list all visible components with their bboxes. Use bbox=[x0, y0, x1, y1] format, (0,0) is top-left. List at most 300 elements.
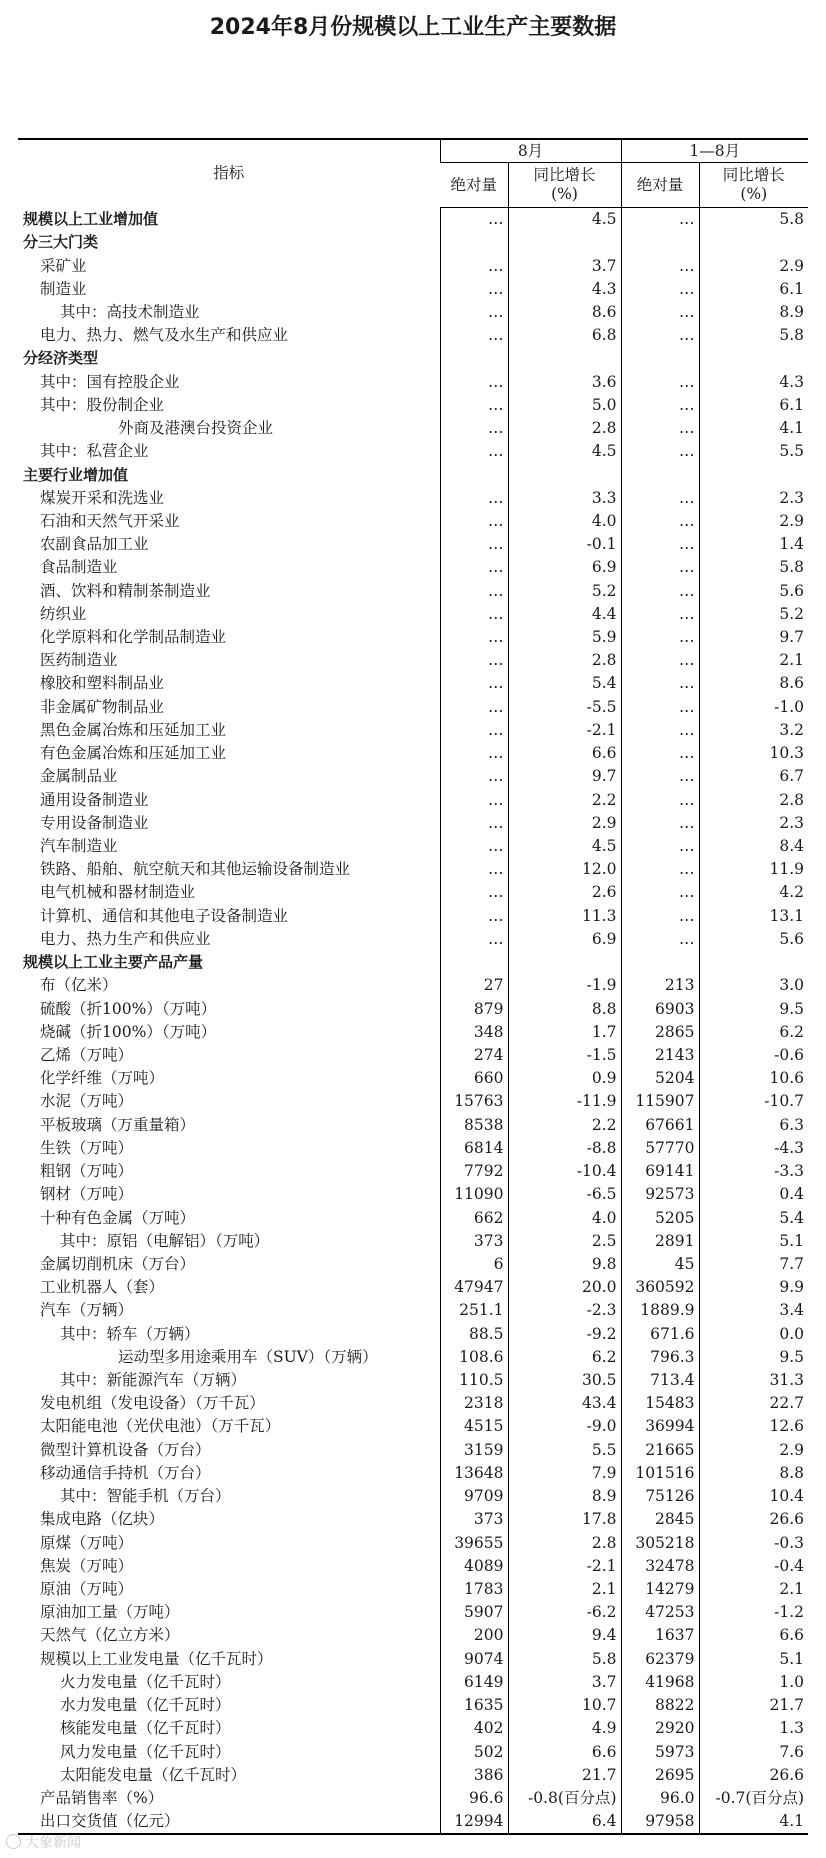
cell-yoy-jan-aug: 4.3 bbox=[699, 371, 808, 394]
cell-abs-august: 108.6 bbox=[440, 1346, 508, 1369]
cell-abs-jan-aug: 21665 bbox=[621, 1439, 699, 1462]
cell-abs-august: 251.1 bbox=[440, 1299, 508, 1322]
cell-yoy-august: 6.6 bbox=[508, 1740, 621, 1763]
table-row bbox=[18, 1415, 808, 1438]
cell-yoy-august: 12.0 bbox=[508, 858, 621, 881]
cell-yoy-jan-aug: 2.9 bbox=[699, 254, 808, 277]
cell-abs-august: … bbox=[440, 371, 508, 394]
cell-abs-jan-aug: … bbox=[621, 742, 699, 765]
cell-yoy-jan-aug: 22.7 bbox=[699, 1392, 808, 1415]
cell-abs-august: 96.6 bbox=[440, 1787, 508, 1810]
table-row bbox=[18, 603, 808, 626]
cell-abs-august: 348 bbox=[440, 1021, 508, 1044]
row-indicator: 太阳能发电量（亿千瓦时） bbox=[60, 1765, 247, 1784]
table-row bbox=[18, 1740, 808, 1763]
table-row bbox=[18, 1044, 808, 1067]
cell-yoy-jan-aug: 9.9 bbox=[699, 1276, 808, 1299]
table-row bbox=[18, 765, 808, 788]
cell-abs-august: … bbox=[440, 835, 508, 858]
cell-yoy-august: -0.8(百分点) bbox=[508, 1787, 621, 1810]
cell-yoy-jan-aug: 6.1 bbox=[699, 394, 808, 417]
cell-yoy-august: 2.2 bbox=[508, 1114, 621, 1137]
statistics-table bbox=[18, 138, 808, 1835]
cell-abs-jan-aug: 41968 bbox=[621, 1671, 699, 1694]
cell-abs-jan-aug: … bbox=[621, 394, 699, 417]
cell-yoy-jan-aug: 7.6 bbox=[699, 1740, 808, 1763]
cell-yoy-august: 9.4 bbox=[508, 1624, 621, 1647]
row-indicator: 风力发电量（亿千瓦时） bbox=[60, 1742, 231, 1761]
row-indicator: 焦炭（万吨） bbox=[40, 1556, 134, 1575]
cell-yoy-august: 2.8 bbox=[508, 417, 621, 440]
watermark-logo-icon bbox=[6, 1834, 21, 1849]
cell-yoy-jan-aug: 8.4 bbox=[699, 835, 808, 858]
cell-abs-jan-aug: 97958 bbox=[621, 1810, 699, 1834]
cell-yoy-august: 3.7 bbox=[508, 1671, 621, 1694]
cell-yoy-august: 8.8 bbox=[508, 997, 621, 1020]
cell-yoy-august: 5.8 bbox=[508, 1648, 621, 1671]
table-row bbox=[18, 1648, 808, 1671]
row-indicator: 石油和天然气开采业 bbox=[40, 511, 180, 530]
row-indicator: 其中：私营企业 bbox=[40, 442, 149, 461]
cell-abs-august: … bbox=[440, 905, 508, 928]
cell-yoy-jan-aug: 2.1 bbox=[699, 1578, 808, 1601]
table-row bbox=[18, 1137, 808, 1160]
table-body bbox=[18, 208, 808, 1835]
row-indicator: 规模以上工业主要产品产量 bbox=[23, 953, 204, 972]
table-row bbox=[18, 1555, 808, 1578]
row-indicator: 粗钢（万吨） bbox=[40, 1162, 134, 1181]
cell-yoy-august: 3.6 bbox=[508, 371, 621, 394]
cell-abs-august bbox=[440, 231, 508, 254]
header-abs-jan-aug: 绝对量 bbox=[621, 163, 699, 208]
cell-abs-august: 6814 bbox=[440, 1137, 508, 1160]
cell-abs-august: … bbox=[440, 858, 508, 881]
cell-yoy-jan-aug: 2.3 bbox=[699, 487, 808, 510]
table-row bbox=[18, 231, 808, 254]
row-indicator: 水泥（万吨） bbox=[40, 1092, 134, 1111]
cell-yoy-jan-aug: -0.4 bbox=[699, 1555, 808, 1578]
cell-yoy-jan-aug: 3.0 bbox=[699, 974, 808, 997]
cell-abs-jan-aug: 2891 bbox=[621, 1230, 699, 1253]
cell-abs-jan-aug: 1637 bbox=[621, 1624, 699, 1647]
table-row bbox=[18, 1276, 808, 1299]
cell-yoy-jan-aug: 4.1 bbox=[699, 417, 808, 440]
cell-abs-jan-aug: … bbox=[621, 696, 699, 719]
row-indicator: 外商及港澳台投资企业 bbox=[118, 419, 274, 438]
cell-abs-august: … bbox=[440, 788, 508, 811]
cell-yoy-august: 0.9 bbox=[508, 1067, 621, 1090]
cell-yoy-jan-aug: 6.3 bbox=[699, 1114, 808, 1137]
cell-yoy-august: 2.5 bbox=[508, 1230, 621, 1253]
cell-yoy-jan-aug: -10.7 bbox=[699, 1090, 808, 1113]
cell-yoy-august: -6.5 bbox=[508, 1183, 621, 1206]
cell-abs-jan-aug: 305218 bbox=[621, 1531, 699, 1554]
cell-abs-jan-aug: 101516 bbox=[621, 1462, 699, 1485]
table-row bbox=[18, 417, 808, 440]
cell-abs-august: … bbox=[440, 510, 508, 533]
cell-yoy-jan-aug: -1.0 bbox=[699, 696, 808, 719]
cell-abs-jan-aug: … bbox=[621, 510, 699, 533]
cell-abs-jan-aug: … bbox=[621, 812, 699, 835]
cell-abs-jan-aug: … bbox=[621, 324, 699, 347]
row-indicator: 橡胶和塑料制品业 bbox=[40, 674, 165, 693]
table-row bbox=[18, 905, 808, 928]
row-indicator: 专用设备制造业 bbox=[40, 813, 149, 832]
cell-abs-jan-aug: … bbox=[621, 765, 699, 788]
cell-yoy-jan-aug: 4.1 bbox=[699, 1810, 808, 1834]
cell-abs-august: … bbox=[440, 533, 508, 556]
cell-yoy-jan-aug: 26.6 bbox=[699, 1508, 808, 1531]
row-indicator: 农副食品加工业 bbox=[40, 535, 149, 554]
cell-yoy-jan-aug: 4.2 bbox=[699, 881, 808, 904]
row-indicator: 电力、热力生产和供应业 bbox=[40, 929, 211, 948]
cell-abs-jan-aug: 67661 bbox=[621, 1114, 699, 1137]
cell-yoy-jan-aug: 5.6 bbox=[699, 580, 808, 603]
row-indicator: 分经济类型 bbox=[23, 349, 99, 368]
table-row bbox=[18, 719, 808, 742]
table-row bbox=[18, 1253, 808, 1276]
cell-yoy-jan-aug: 6.2 bbox=[699, 1021, 808, 1044]
cell-yoy-jan-aug: 10.4 bbox=[699, 1485, 808, 1508]
cell-yoy-jan-aug: 12.6 bbox=[699, 1415, 808, 1438]
cell-yoy-jan-aug: 8.6 bbox=[699, 672, 808, 695]
cell-abs-jan-aug: 2865 bbox=[621, 1021, 699, 1044]
row-indicator: 集成电路（亿块） bbox=[40, 1510, 165, 1529]
cell-yoy-august: 2.9 bbox=[508, 812, 621, 835]
table-row bbox=[18, 626, 808, 649]
cell-abs-august: 9709 bbox=[440, 1485, 508, 1508]
row-indicator: 原煤（万吨） bbox=[40, 1533, 134, 1552]
cell-yoy-august: 4.5 bbox=[508, 208, 621, 232]
row-indicator: 核能发电量（亿千瓦时） bbox=[60, 1719, 231, 1738]
cell-yoy-august: 20.0 bbox=[508, 1276, 621, 1299]
cell-yoy-august: 5.2 bbox=[508, 580, 621, 603]
cell-abs-august: 200 bbox=[440, 1624, 508, 1647]
cell-abs-august: 6 bbox=[440, 1253, 508, 1276]
cell-abs-jan-aug: 32478 bbox=[621, 1555, 699, 1578]
cell-yoy-jan-aug: 6.1 bbox=[699, 278, 808, 301]
cell-yoy-august: 7.9 bbox=[508, 1462, 621, 1485]
cell-yoy-jan-aug: 5.1 bbox=[699, 1230, 808, 1253]
cell-abs-august: 879 bbox=[440, 997, 508, 1020]
cell-abs-jan-aug: … bbox=[621, 603, 699, 626]
header-group-jan-aug: 1—8月 bbox=[621, 139, 808, 163]
cell-yoy-jan-aug bbox=[699, 463, 808, 486]
table-row bbox=[18, 463, 808, 486]
row-indicator: 铁路、船舶、航空航天和其他运输设备制造业 bbox=[40, 860, 351, 879]
row-indicator: 纺织业 bbox=[40, 604, 87, 623]
cell-abs-august: … bbox=[440, 928, 508, 951]
table-row bbox=[18, 974, 808, 997]
cell-abs-jan-aug: 36994 bbox=[621, 1415, 699, 1438]
cell-abs-jan-aug: … bbox=[621, 278, 699, 301]
row-indicator: 电气机械和器材制造业 bbox=[40, 883, 196, 902]
table-row bbox=[18, 1021, 808, 1044]
cell-yoy-jan-aug: -0.7(百分点) bbox=[699, 1787, 808, 1810]
cell-yoy-jan-aug: 5.5 bbox=[699, 440, 808, 463]
cell-abs-august: 2318 bbox=[440, 1392, 508, 1415]
cell-abs-august bbox=[440, 463, 508, 486]
cell-yoy-august: 6.9 bbox=[508, 556, 621, 579]
cell-abs-jan-aug: 6903 bbox=[621, 997, 699, 1020]
row-indicator: 其中：原铝（电解铝）（万吨） bbox=[60, 1231, 270, 1250]
cell-yoy-jan-aug: 1.0 bbox=[699, 1671, 808, 1694]
table-row bbox=[18, 1531, 808, 1554]
cell-yoy-august: 4.0 bbox=[508, 510, 621, 533]
table-row bbox=[18, 881, 808, 904]
cell-abs-jan-aug bbox=[621, 231, 699, 254]
cell-abs-jan-aug: … bbox=[621, 719, 699, 742]
row-indicator: 通用设备制造业 bbox=[40, 790, 149, 809]
row-indicator: 规模以上工业发电量（亿千瓦时） bbox=[40, 1649, 273, 1668]
cell-yoy-jan-aug: 10.6 bbox=[699, 1067, 808, 1090]
table-row bbox=[18, 1346, 808, 1369]
cell-yoy-jan-aug bbox=[699, 231, 808, 254]
cell-abs-august: … bbox=[440, 487, 508, 510]
table-row bbox=[18, 672, 808, 695]
row-indicator: 规模以上工业增加值 bbox=[23, 209, 159, 228]
cell-yoy-august: 4.0 bbox=[508, 1206, 621, 1229]
cell-abs-jan-aug: 47253 bbox=[621, 1601, 699, 1624]
row-indicator: 金属切削机床（万台） bbox=[40, 1254, 196, 1273]
header-yoy-label: 同比增长 bbox=[533, 166, 596, 184]
cell-yoy-august: 1.7 bbox=[508, 1021, 621, 1044]
cell-yoy-august: 6.6 bbox=[508, 742, 621, 765]
cell-abs-jan-aug: 45 bbox=[621, 1253, 699, 1276]
table-row bbox=[18, 1764, 808, 1787]
cell-yoy-jan-aug: 5.8 bbox=[699, 556, 808, 579]
cell-yoy-august: 6.9 bbox=[508, 928, 621, 951]
cell-abs-jan-aug: … bbox=[621, 626, 699, 649]
cell-yoy-august: 5.9 bbox=[508, 626, 621, 649]
cell-abs-august: 386 bbox=[440, 1764, 508, 1787]
row-indicator: 水力发电量（亿千瓦时） bbox=[60, 1696, 231, 1715]
cell-abs-august: 9074 bbox=[440, 1648, 508, 1671]
cell-abs-jan-aug: 2920 bbox=[621, 1717, 699, 1740]
cell-yoy-jan-aug: 5.1 bbox=[699, 1648, 808, 1671]
cell-abs-jan-aug: … bbox=[621, 881, 699, 904]
table-row bbox=[18, 440, 808, 463]
cell-abs-august: 274 bbox=[440, 1044, 508, 1067]
table-row bbox=[18, 556, 808, 579]
watermark bbox=[6, 1832, 81, 1852]
cell-abs-jan-aug: 5205 bbox=[621, 1206, 699, 1229]
cell-abs-august: 13648 bbox=[440, 1462, 508, 1485]
row-indicator: 食品制造业 bbox=[40, 558, 118, 577]
cell-abs-jan-aug: 2695 bbox=[621, 1764, 699, 1787]
table-row bbox=[18, 394, 808, 417]
cell-yoy-august: 8.9 bbox=[508, 1485, 621, 1508]
table-row bbox=[18, 1810, 808, 1834]
cell-abs-jan-aug: 796.3 bbox=[621, 1346, 699, 1369]
cell-yoy-august: 8.6 bbox=[508, 301, 621, 324]
cell-yoy-august: 5.4 bbox=[508, 672, 621, 695]
cell-yoy-august: 10.7 bbox=[508, 1694, 621, 1717]
cell-yoy-jan-aug: 2.3 bbox=[699, 812, 808, 835]
cell-abs-august: … bbox=[440, 765, 508, 788]
table-row bbox=[18, 533, 808, 556]
cell-abs-jan-aug: 1889.9 bbox=[621, 1299, 699, 1322]
cell-yoy-august: -2.1 bbox=[508, 719, 621, 742]
cell-abs-august: 3159 bbox=[440, 1439, 508, 1462]
row-indicator: 火力发电量（亿千瓦时） bbox=[60, 1672, 231, 1691]
table-row bbox=[18, 1392, 808, 1415]
table-row bbox=[18, 1624, 808, 1647]
cell-yoy-august: -2.1 bbox=[508, 1555, 621, 1578]
cell-abs-august: … bbox=[440, 603, 508, 626]
cell-abs-jan-aug: … bbox=[621, 487, 699, 510]
cell-abs-jan-aug: 75126 bbox=[621, 1485, 699, 1508]
table-row bbox=[18, 812, 808, 835]
table-row bbox=[18, 371, 808, 394]
row-indicator: 计算机、通信和其他电子设备制造业 bbox=[40, 906, 289, 925]
row-indicator: 其中：高技术制造业 bbox=[60, 302, 200, 321]
cell-yoy-august: -1.5 bbox=[508, 1044, 621, 1067]
cell-yoy-august: -1.9 bbox=[508, 974, 621, 997]
cell-abs-jan-aug: … bbox=[621, 371, 699, 394]
cell-yoy-august: -2.3 bbox=[508, 1299, 621, 1322]
row-indicator: 黑色金属冶炼和压延加工业 bbox=[40, 720, 227, 739]
row-indicator: 平板玻璃（万重量箱） bbox=[40, 1115, 196, 1134]
cell-yoy-jan-aug: 3.4 bbox=[699, 1299, 808, 1322]
cell-abs-august: … bbox=[440, 672, 508, 695]
cell-yoy-jan-aug: 1.3 bbox=[699, 1717, 808, 1740]
cell-abs-august: … bbox=[440, 324, 508, 347]
cell-abs-august: 6149 bbox=[440, 1671, 508, 1694]
cell-yoy-jan-aug: -0.3 bbox=[699, 1531, 808, 1554]
row-indicator: 电力、热力、燃气及水生产和供应业 bbox=[40, 326, 289, 345]
cell-yoy-jan-aug: 0.4 bbox=[699, 1183, 808, 1206]
table-row bbox=[18, 858, 808, 881]
cell-yoy-august: 2.2 bbox=[508, 788, 621, 811]
cell-abs-jan-aug: 713.4 bbox=[621, 1369, 699, 1392]
table-row bbox=[18, 1439, 808, 1462]
cell-yoy-august: 6.2 bbox=[508, 1346, 621, 1369]
table-row bbox=[18, 1485, 808, 1508]
table-header bbox=[18, 139, 808, 208]
cell-yoy-jan-aug: 8.9 bbox=[699, 301, 808, 324]
cell-yoy-jan-aug: 8.8 bbox=[699, 1462, 808, 1485]
row-indicator: 产品销售率（%） bbox=[40, 1788, 164, 1807]
cell-yoy-jan-aug: -1.2 bbox=[699, 1601, 808, 1624]
cell-abs-jan-aug bbox=[621, 347, 699, 370]
cell-abs-august: 47947 bbox=[440, 1276, 508, 1299]
cell-yoy-jan-aug: 3.2 bbox=[699, 719, 808, 742]
cell-abs-august bbox=[440, 347, 508, 370]
cell-abs-august: 662 bbox=[440, 1206, 508, 1229]
cell-abs-jan-aug: … bbox=[621, 835, 699, 858]
table-row bbox=[18, 997, 808, 1020]
cell-abs-august: … bbox=[440, 556, 508, 579]
page-title: 2024年8月份规模以上工业生产主要数据 bbox=[209, 15, 617, 40]
row-indicator: 其中：股份制企业 bbox=[40, 395, 165, 414]
cell-abs-august: 1783 bbox=[440, 1578, 508, 1601]
cell-abs-august: … bbox=[440, 301, 508, 324]
table-row bbox=[18, 1601, 808, 1624]
table-row bbox=[18, 254, 808, 277]
cell-abs-august: 88.5 bbox=[440, 1323, 508, 1346]
cell-abs-jan-aug: 671.6 bbox=[621, 1323, 699, 1346]
row-indicator: 运动型多用途乘用车（SUV）（万辆） bbox=[118, 1347, 378, 1366]
row-indicator: 医药制造业 bbox=[40, 651, 118, 670]
header-yoy-august bbox=[508, 163, 621, 208]
row-indicator: 布（亿米） bbox=[40, 976, 118, 995]
cell-abs-jan-aug: … bbox=[621, 672, 699, 695]
header-group-august: 8月 bbox=[440, 139, 621, 163]
cell-yoy-august: 2.8 bbox=[508, 649, 621, 672]
cell-abs-jan-aug: … bbox=[621, 928, 699, 951]
cell-yoy-august: 9.8 bbox=[508, 1253, 621, 1276]
header-abs-august: 绝对量 bbox=[440, 163, 508, 208]
cell-abs-august bbox=[440, 951, 508, 974]
cell-yoy-jan-aug: 0.0 bbox=[699, 1323, 808, 1346]
cell-abs-august: 15763 bbox=[440, 1090, 508, 1113]
table-row bbox=[18, 742, 808, 765]
cell-yoy-jan-aug: 2.9 bbox=[699, 1439, 808, 1462]
cell-abs-august: 11090 bbox=[440, 1183, 508, 1206]
cell-yoy-august: 43.4 bbox=[508, 1392, 621, 1415]
header-yoy-label: 同比增长 bbox=[722, 166, 785, 184]
row-indicator: 原油加工量（万吨） bbox=[40, 1603, 180, 1622]
header-yoy-jan-aug bbox=[699, 163, 808, 208]
row-indicator: 制造业 bbox=[40, 279, 87, 298]
row-indicator: 太阳能电池（光伏电池）（万千瓦） bbox=[40, 1417, 281, 1436]
cell-abs-jan-aug bbox=[621, 951, 699, 974]
row-indicator: 乙烯（万吨） bbox=[40, 1045, 134, 1064]
cell-abs-jan-aug: … bbox=[621, 556, 699, 579]
cell-yoy-august: -6.2 bbox=[508, 1601, 621, 1624]
cell-yoy-august: 17.8 bbox=[508, 1508, 621, 1531]
cell-abs-jan-aug: 5204 bbox=[621, 1067, 699, 1090]
cell-abs-august: … bbox=[440, 417, 508, 440]
cell-abs-jan-aug: … bbox=[621, 417, 699, 440]
cell-yoy-august bbox=[508, 347, 621, 370]
cell-abs-august: 7792 bbox=[440, 1160, 508, 1183]
cell-yoy-august: 3.3 bbox=[508, 487, 621, 510]
header-yoy-unit: (%) bbox=[551, 185, 578, 203]
cell-abs-august: 502 bbox=[440, 1740, 508, 1763]
cell-yoy-jan-aug: 5.4 bbox=[699, 1206, 808, 1229]
row-indicator: 工业机器人（套） bbox=[40, 1278, 165, 1297]
cell-abs-august: 660 bbox=[440, 1067, 508, 1090]
cell-abs-august: … bbox=[440, 440, 508, 463]
table-row bbox=[18, 1787, 808, 1810]
table-row bbox=[18, 1160, 808, 1183]
cell-yoy-august bbox=[508, 951, 621, 974]
cell-yoy-jan-aug: 11.9 bbox=[699, 858, 808, 881]
cell-yoy-jan-aug: 2.1 bbox=[699, 649, 808, 672]
cell-abs-august: … bbox=[440, 881, 508, 904]
cell-abs-august: … bbox=[440, 208, 508, 232]
cell-yoy-jan-aug: 26.6 bbox=[699, 1764, 808, 1787]
row-indicator: 汽车制造业 bbox=[40, 837, 118, 856]
cell-yoy-jan-aug: 21.7 bbox=[699, 1694, 808, 1717]
cell-abs-august: 373 bbox=[440, 1230, 508, 1253]
cell-yoy-jan-aug: -3.3 bbox=[699, 1160, 808, 1183]
row-indicator: 发电机组（发电设备）（万千瓦） bbox=[40, 1394, 265, 1413]
row-indicator: 化学原料和化学制品制造业 bbox=[40, 628, 227, 647]
row-indicator: 化学纤维（万吨） bbox=[40, 1069, 165, 1088]
cell-yoy-jan-aug: 13.1 bbox=[699, 905, 808, 928]
table-row bbox=[18, 580, 808, 603]
cell-yoy-august: 6.8 bbox=[508, 324, 621, 347]
cell-abs-jan-aug: 115907 bbox=[621, 1090, 699, 1113]
table-row bbox=[18, 1230, 808, 1253]
cell-abs-jan-aug: 360592 bbox=[621, 1276, 699, 1299]
cell-yoy-jan-aug: 7.7 bbox=[699, 1253, 808, 1276]
table-row bbox=[18, 208, 808, 232]
cell-abs-august: 373 bbox=[440, 1508, 508, 1531]
